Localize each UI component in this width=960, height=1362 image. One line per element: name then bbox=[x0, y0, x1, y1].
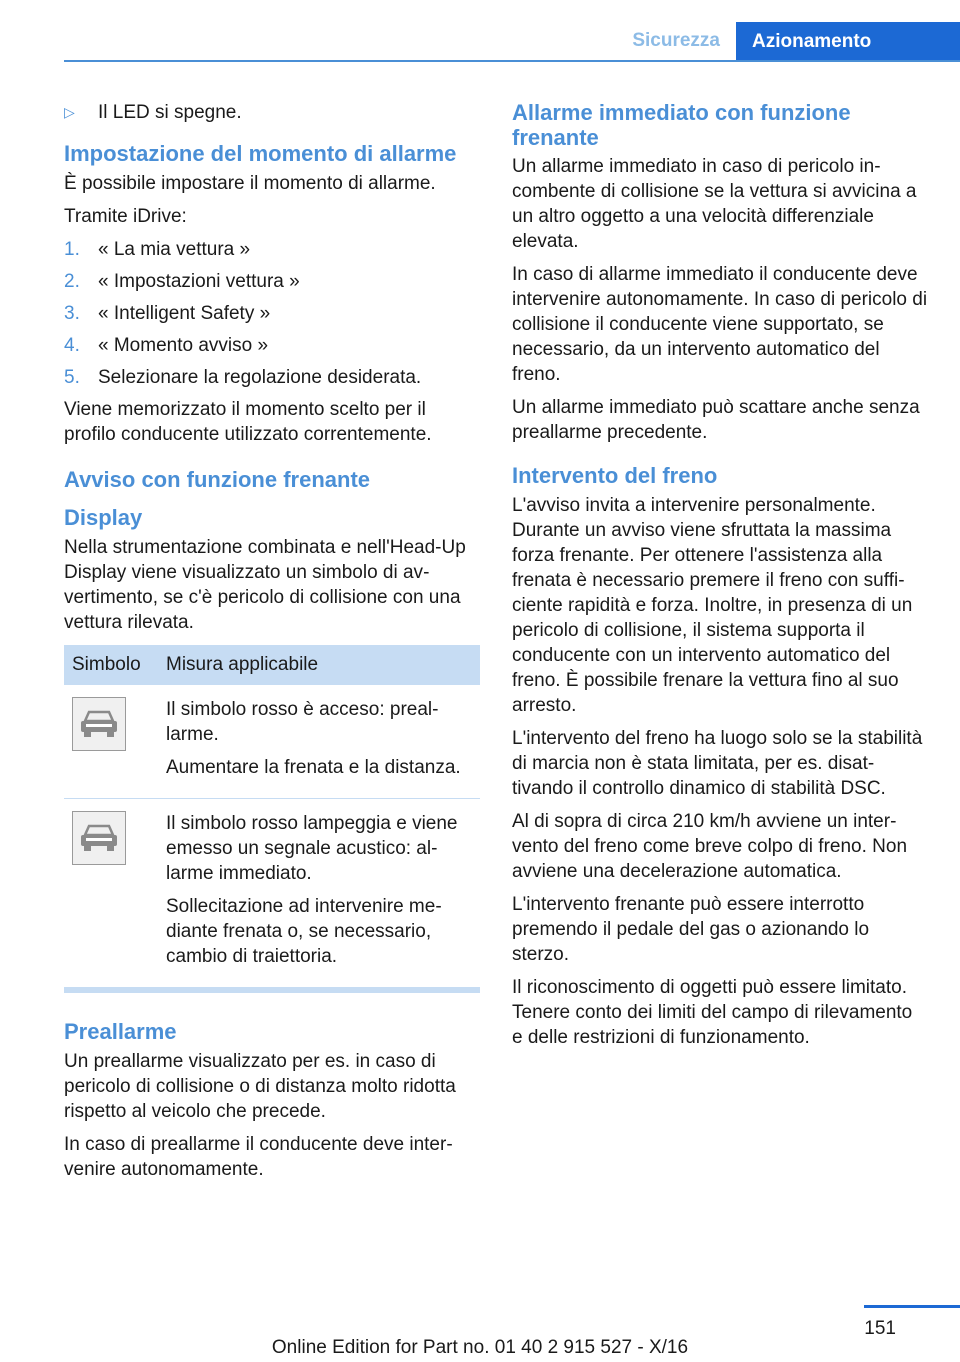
para-prealarm-1: Un preallarme visualizzato per es. in caso di pericolo di collisione o di distanza molto ridotta rispetto al veicolo che precede. bbox=[64, 1051, 456, 1122]
bullet-item bbox=[64, 100, 480, 125]
list-item: 5. Selezionare la regolazione desiderata. bbox=[64, 367, 422, 388]
right-column bbox=[512, 100, 928, 1058]
header-rule bbox=[64, 60, 960, 62]
triangle-bullet-icon: ▷ bbox=[64, 104, 75, 120]
para-brake-3: Al di sopra di circa 210 km/h avviene un intervento del freno come breve colpo di freno. Non avviene una decelerazione automatica. bbox=[512, 811, 908, 882]
symbol-table bbox=[64, 645, 480, 987]
para-idrive: Tramite iDrive: bbox=[64, 206, 187, 227]
para-immediate-1: Un allarme immediato in caso di pericolo incombente di collisione se la vettura si avvicina a un altro oggetto a una velocità differenziale elevata. bbox=[512, 156, 917, 252]
para-display: Nella strumentazione combinata e nell'Head-Up Display viene visualizzato un simbolo di avvertimento, se c'è pericolo di collisione con una vettura rilevata. bbox=[64, 537, 466, 633]
para-immediate-3: Un allarme immediato può scattare anche senza preallarme precedente. bbox=[512, 397, 920, 443]
heading-brake-warning: Avviso con funzione frenante bbox=[64, 467, 371, 492]
header-section: Sicurezza bbox=[632, 30, 720, 51]
para-prealarm-2: In caso di preallarme il conducente deve intervenire autonomamente. bbox=[64, 1134, 453, 1180]
car-warning-icon bbox=[72, 811, 126, 865]
table-header-measure: Misura applicabile bbox=[158, 645, 480, 685]
list-item: 3. « Intelligent Safety » bbox=[64, 303, 271, 324]
para-brake-5: Il riconoscimento di oggetti può essere limitato. Tenere conto dei limiti del campo di rilevamento e delle restrizioni di funzionamento. bbox=[512, 977, 913, 1048]
edition-note: Online Edition for Part no. 01 40 2 915 527 - X/16 bbox=[271, 1337, 689, 1358]
heading-alarm-time: Impostazione del momento di allarme bbox=[64, 141, 457, 166]
table-row bbox=[64, 799, 480, 988]
list-item: 1. « La mia vettura » bbox=[64, 239, 251, 260]
footer-rule bbox=[864, 1305, 960, 1308]
row1-text1: Il simbolo rosso è acceso: preallarme. bbox=[166, 699, 439, 745]
header-chapter: Azionamento bbox=[736, 22, 960, 62]
list-item: 4. « Momento avviso » bbox=[64, 335, 269, 356]
para-immediate-2: In caso di allarme immediato il conducente deve intervenire autonomamente. In caso di pericolo di collisione il conducente viene supportato, se necessario, da un intervento automatico del freno. bbox=[512, 264, 928, 385]
table-header-symbol: Simbolo bbox=[64, 645, 158, 685]
para-brake-1: L'avviso invita a intervenire personalmente. Durante un avviso viene sfruttata la massima forza frenante. Per ottenere l'assistenza alla frenata è necessario premere il freno con sufficiente rapidità e forza. Inoltre, in presenza di un pericolo di collisione, il sistema supporta il conducente con un intervento automatico del freno. È possibile frenare la vettura fino al suo arresto. bbox=[512, 495, 913, 716]
table-bottom-rule bbox=[64, 987, 480, 993]
para-brake-2: L'intervento del freno ha luogo solo se la stabilità di marcia non è stata limitata, per es. disattivando il controllo dinamico di stabilità DSC. bbox=[512, 728, 923, 799]
para-alarm-time: È possibile impostare il momento di allarme. bbox=[64, 173, 436, 194]
heading-prealarm: Preallarme bbox=[64, 1019, 177, 1044]
steps-list bbox=[64, 237, 480, 390]
para-brake-4: L'intervento frenante può essere interrotto premendo il pedale del gas o azionando lo sterzo. bbox=[512, 894, 870, 965]
page-number: 151 bbox=[864, 1318, 896, 1339]
bullet-text: Il LED si spegne. bbox=[98, 102, 242, 123]
row2-text2: Sollecitazione ad intervenire mediante frenata o, se necessario, cambio di traiettoria. bbox=[166, 896, 442, 967]
left-column bbox=[64, 100, 480, 1190]
car-warning-icon bbox=[72, 697, 126, 751]
heading-display: Display bbox=[64, 505, 143, 530]
heading-immediate-alarm: Allarme immediato con funzione frenante bbox=[512, 100, 851, 150]
list-item: 2. « Impostazioni vettura » bbox=[64, 271, 300, 292]
row2-text1: Il simbolo rosso lampeggia e viene emesso un segnale acustico: allarme immediato. bbox=[166, 813, 458, 884]
row1-text2: Aumentare la frenata e la distanza. bbox=[166, 757, 461, 778]
para-saved: Viene memorizzato il momento scelto per il profilo conducente utilizzato correntemente. bbox=[64, 399, 432, 445]
heading-brake-intervention: Intervento del freno bbox=[512, 463, 718, 488]
table-row bbox=[64, 685, 480, 799]
